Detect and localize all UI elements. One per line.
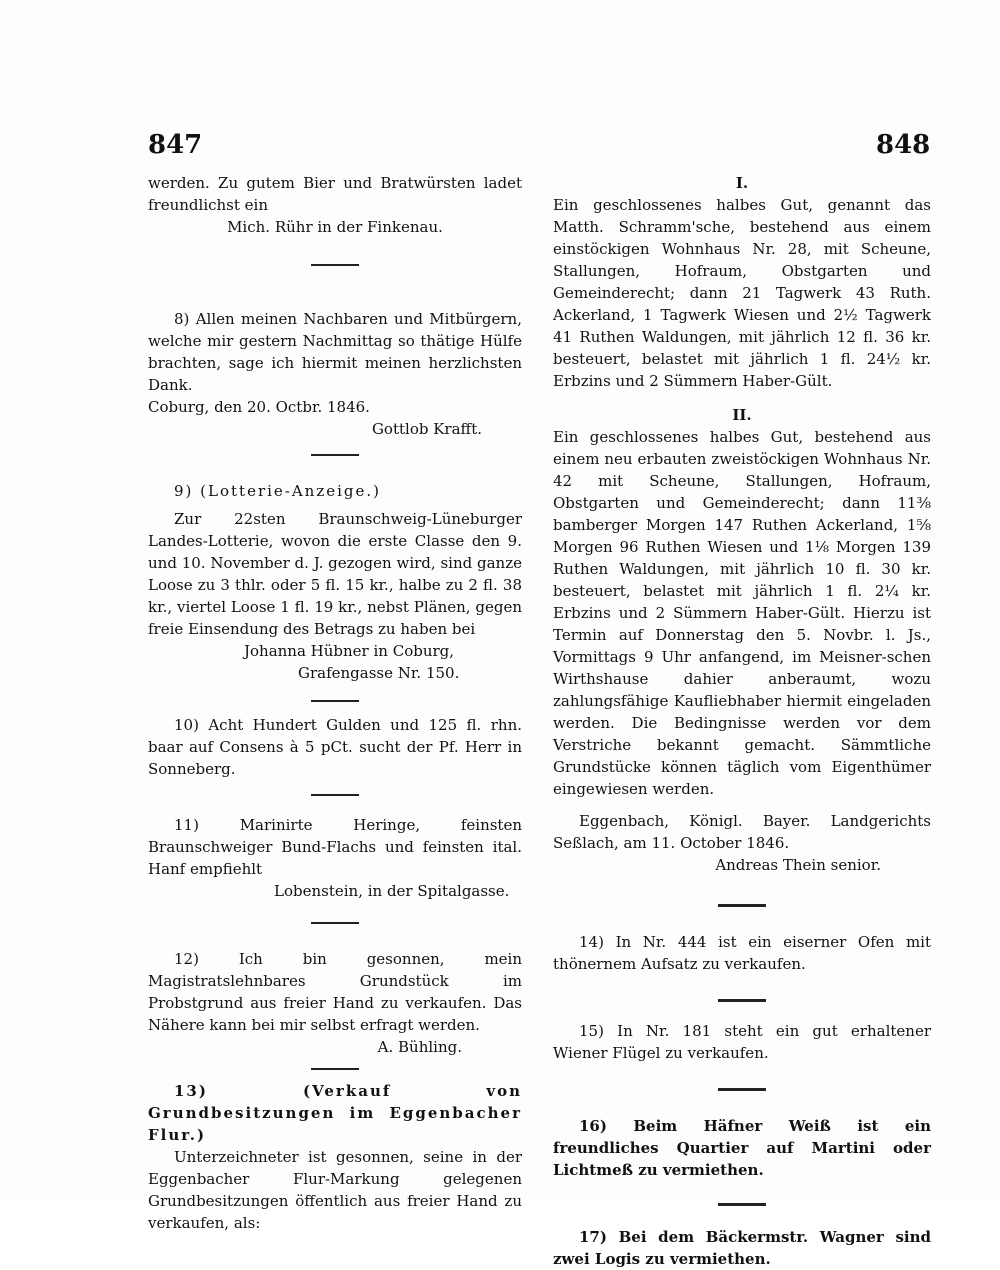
notice-9-text: Zur 22sten Braunschweig-Lüneburger Landes-Lotterie, wovon die erste Classe den 9. und 10. November d. J. gezogen wird, sind ganze Loose zu 3 thlr. oder 5 fl. 15 kr., halbe zu 2 fl. 38 kr., viertel Loose 1 fl. 19 kr., nebst Plänen, gegen freie Einsendung des Betrags zu haben bei [148, 510, 522, 638]
notice-16-text: 16) Beim Häfner Weiß ist ein freundliches Quartier auf Martini oder Lichtmeß zu vermiethen. [553, 1117, 931, 1179]
section-II-numeral: II. [732, 406, 752, 424]
notice-11-signature: Lobenstein, in der Spitalgasse. [274, 882, 510, 900]
notice-15-text: 15) In Nr. 181 steht ein gut erhaltener Wiener Flügel zu verkaufen. [553, 1022, 931, 1062]
notice-9-signature-name: Johanna Hübner in Coburg, [244, 642, 455, 660]
notice-13-heading: 13) (Verkauf von Grundbesitzungen im Eggenbacher Flur.) [148, 1082, 522, 1144]
notice-13-text: Unterzeichneter ist gesonnen, seine in der Eggenbacher Flur-Markung gelegenen Grundbesitzungen öffentlich aus freier Hand zu verkaufen, als: [148, 1148, 522, 1232]
notice-12-signature: A. Bühling. [377, 1038, 462, 1056]
notice-11-text: 11) Marinirte Heringe, feinsten Braunschweiger Bund-Flachs und feinsten ital. Hanf empfiehlt [148, 816, 522, 878]
section-II-text: Ein geschlossenes halbes Gut, bestehend aus einem neu erbauten zweistöckigen Wohnhaus Nr. 42 mit Scheune, Stallungen, Hofraum, Obstgarten und Gemeinderecht; dann 11⅜ bamberger Morgen 147 Ruthen Ackerland, 1⅝ Morgen 96 Ruthen Wiesen und 1⅛ Morgen 139 Ruthen Waldungen, mit jährlich 10 fl. 30 kr. besteuert, belastet mit jährlich 1 fl. 2¼ kr. Erbzins und 2 Sümmern Haber-Gült. Hierzu ist Termin auf Donnerstag den 5. Novbr. l. Js., Vormittags 9 Uhr anfangend, im Meisner-schen Wirthshause dahier anberaumt, wozu zahlungsfähige Kaufliebhaber hiermit eingeladen werden. Die Bedingnisse werden vor dem Verstriche bekannt gemacht. Sämmtliche Grundstücke können täglich vom Eigenthümer eingewiesen werden. [553, 428, 931, 798]
section-I-text: Ein geschlossenes halbes Gut, genannt das Matth. Schramm'sche, bestehend aus einem einstöckigen Wohnhaus Nr. 28, mit Scheune, Stallungen, Hofraum, Obstgarten und Gemeinderecht; dann 21 Tagwerk 43 Ruth. Ackerland, 1 Tagwerk Wiesen und 2½ Tagwerk 41 Ruthen Waldungen, mit jährlich 12 fl. 36 kr. besteuert, belastet mit jährlich 1 fl. 24½ kr. Erbzins und 2 Sümmern Haber-Gült. [553, 196, 931, 390]
notice-9-signature-address: Grafengasse Nr. 150. [298, 664, 460, 682]
notice-8-signature: Gottlob Krafft. [371, 420, 482, 438]
notice-10-text: 10) Acht Hundert Gulden und 125 fl. rhn. baar auf Consens à 5 pCt. sucht der Pf. Herr in Sonneberg. [148, 716, 522, 778]
section-II-place-date: Eggenbach, Königl. Bayer. Landgerichts Seßlach, am 11. October 1846. [553, 812, 931, 852]
notice-12-text: 12) Ich bin gesonnen, mein Magistratslehnbares Grundstück im Probstgrund aus freier Hand zu verkaufen. Das Nähere kann bei mir selbst erfragt werden. [148, 950, 522, 1034]
notice-9-heading: 9) (Lotterie-Anzeige.) [174, 482, 382, 500]
page-number-left: 847 [148, 130, 203, 160]
section-I-numeral: I. [735, 174, 749, 192]
notice-8-place-date: Coburg, den 20. Octbr. 1846. [148, 398, 370, 416]
notice-8-text: 8) Allen meinen Nachbaren und Mitbürgern, welche mir gestern Nachmittag so thätige Hülfe brachten, sage ich hiermit meinen herzlichsten Dank. [148, 310, 522, 394]
left-column [148, 172, 522, 1234]
notice-14-text: 14) In Nr. 444 ist ein eiserner Ofen mit thönernem Aufsatz zu verkaufen. [553, 933, 931, 973]
right-column [553, 172, 931, 1270]
intro-text: werden. Zu gutem Bier und Bratwürsten ladet freundlichst ein [148, 174, 522, 214]
notice-17-text: 17) Bei dem Bäckermstr. Wagner sind zwei Logis zu vermiethen. [553, 1228, 931, 1268]
page-number-right: 848 [876, 130, 931, 160]
section-II-signature: Andreas Thein senior. [715, 856, 881, 874]
intro-signature: Mich. Rühr in der Finkenau. [227, 218, 443, 236]
